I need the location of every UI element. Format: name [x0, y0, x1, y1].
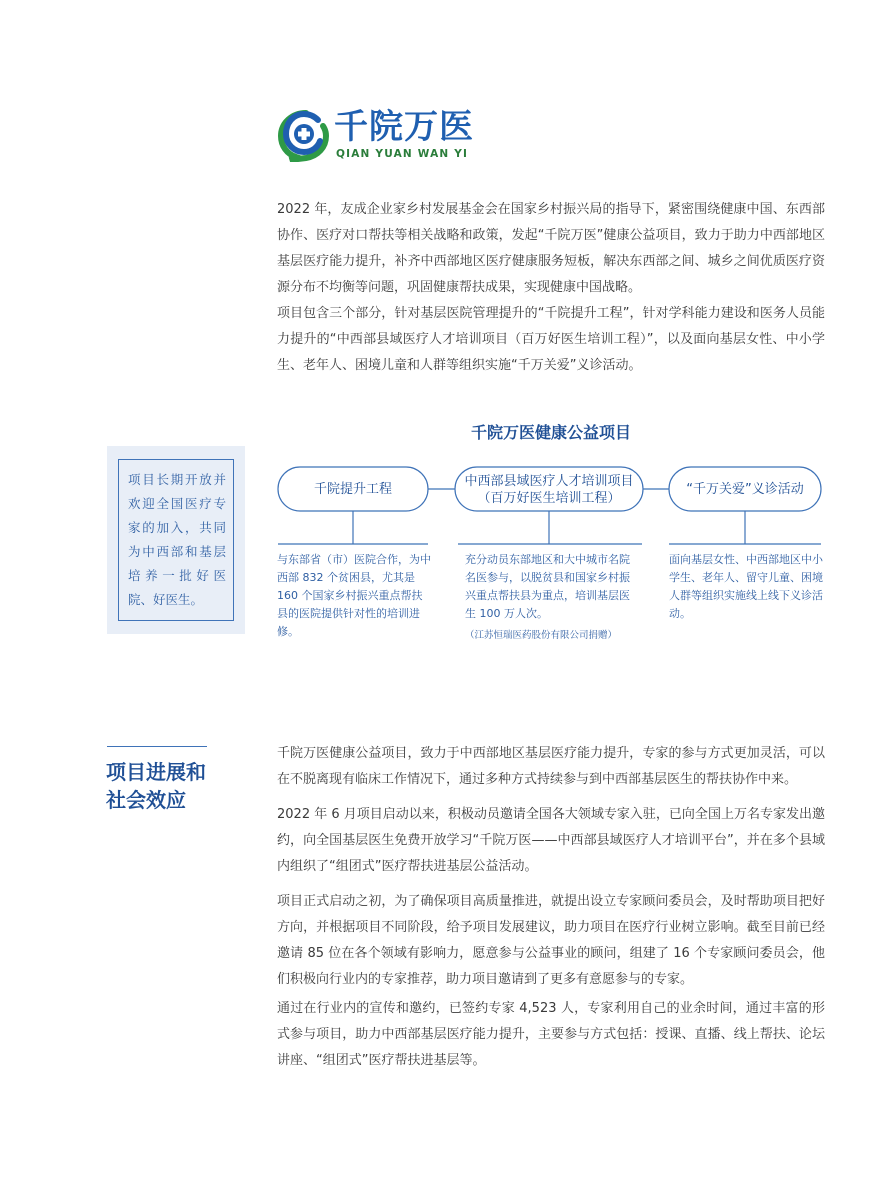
section2-paragraph-3: 项目正式启动之初，为了确保项目高质量推进，就提出设立专家顾问委员会，及时帮助项目把好方向，并根据项目不同阶段，给予项目发展建议，助力项目在医疗行业树立影响。截至目前已经邀请 85 位在各个领域有影响力，愿意参与公益事业的顾问，组建了 16 个专家顾问委员会，他们积极向行业内的专家推荐，助力项目邀请到了更多有意愿参与的专家。 [277, 894, 825, 987]
section-title-line-2: 社会效应 [106, 788, 186, 812]
section2-paragraph-4: 通过在行业内的宣传和邀约，已签约专家 4,523 人，专家利用自己的业余时间，通过丰富的形式参与项目，助力中西部基层医疗能力提升，主要参与方式包括：授课、直播、线上帮扶、论坛讲座、“组团式”医疗帮扶进基层等。 [277, 1001, 825, 1068]
column-2-donor-note: （江苏恒瑞医药股份有限公司捐赠） [465, 630, 618, 641]
section2-paragraph-2: 2022 年 6 月项目启动以来，积极动员邀请全国各大领域专家入驻，已向全国上万名专家发出邀约，向全国基层医生免费开放学习“千院万医——中西部县域医疗人才培训平台”，并在多个县域内组织了“组团式”医疗帮扶进基层公益活动。 [277, 807, 825, 874]
logo-subtitle: QIAN YUAN WAN YI [336, 148, 469, 160]
pill-1-label: 千院提升工程 [313, 482, 392, 497]
section2-paragraph-1: 千院万医健康公益项目，致力于中西部地区基层医疗能力提升，专家的参与方式更加灵活，可以在不脱离现有临床工作情况下，通过多种方式持续参与到中西部基层医生的帮扶协作中来。 [277, 746, 825, 787]
pill-3-label: “千万关爱”义诊活动 [686, 482, 804, 497]
medical-cross-logo-icon [276, 108, 330, 162]
logo-title: 千院万医 [334, 107, 474, 147]
section-title-line-1: 项目进展和 [106, 760, 206, 784]
side-note-text: 项目长期开放并欢迎全国医疗专家的加入，共同为中西部和基层培养一批好医院、好医生。 [128, 472, 226, 607]
section-title [106, 758, 246, 814]
pill-2-label-line2: （百万好医生培训工程） [477, 491, 621, 506]
pill-2-label-line1: 中西部县域医疗人才培训项目 [464, 474, 634, 489]
side-note-box [118, 459, 234, 621]
section-rule [107, 746, 207, 747]
intro-paragraph-1: 2022 年，友成企业家乡村发展基金会在国家乡村振兴局的指导下，紧密围绕健康中国、东西部协作、医疗对口帮扶等相关战略和政策，发起“千院万医”健康公益项目，致力于助力中西部地区基层医疗能力提升，补齐中西部地区医疗健康服务短板，解决东西部之间、城乡之间优质医疗资源分布不均衡等问题，巩固健康帮扶成果，实现健康中国战略。 [277, 202, 825, 295]
column-3-description: 面向基层女性、中西部地区中小学生、老年人、留守儿童、困境人群等组织实施线上线下义诊活动。 [669, 553, 823, 620]
column-2-description: 充分动员东部地区和大中城市名院名医参与，以脱贫县和国家乡村振兴重点帮扶县为重点，培训基层医生 100 万人次。 [465, 553, 630, 620]
intro-paragraph-2: 项目包含三个部分，针对基层医院管理提升的“千院提升工程”，针对学科能力建设和医务人员能力提升的“中西部县域医疗人才培训项目（百万好医生培训工程）”，以及面向基层女性、中小学生、老年人、困境儿童和人群等组织实施“千万关爱”义诊活动。 [277, 306, 825, 373]
column-1-description: 与东部省（市）医院合作，为中西部 832 个贫困县，尤其是 160 个国家乡村振兴重点帮扶县的医院提供针对性的培训进修。 [277, 553, 431, 638]
diagram-title: 千院万医健康公益项目 [470, 423, 631, 442]
logo [276, 108, 476, 162]
